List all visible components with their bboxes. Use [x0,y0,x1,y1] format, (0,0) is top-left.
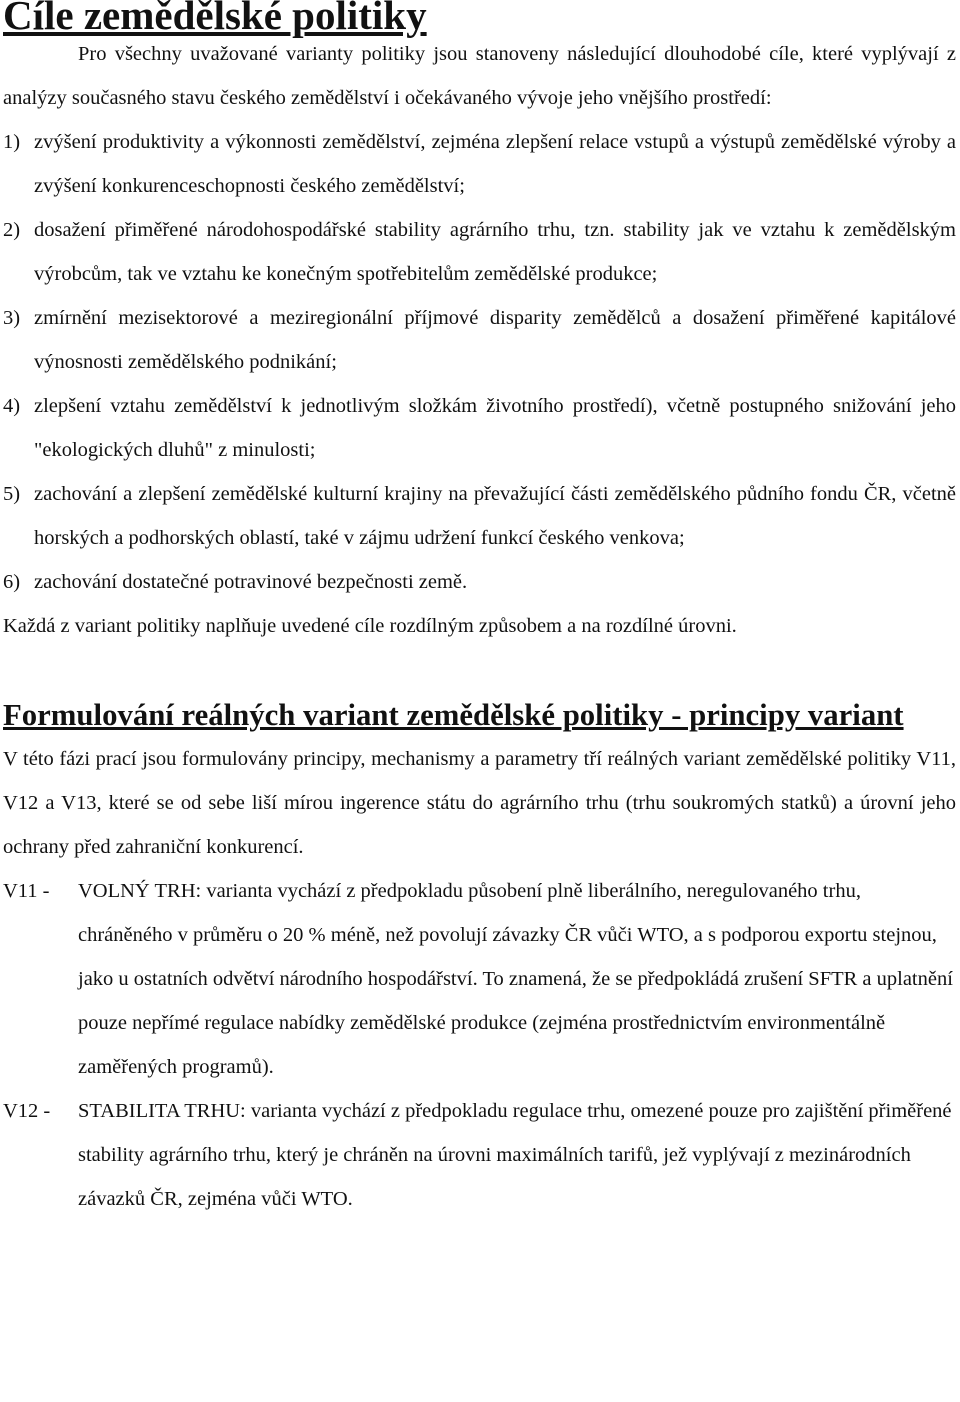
goal-text: zmírnění mezisektorové a meziregionální příjmové disparity zemědělců a dosažení přiměřené kapitálové výnosnosti zemědělského podnikání; [34,307,956,373]
goal-number: 1) [3,131,21,153]
goal-item [3,384,956,472]
goal-number: 5) [3,483,21,505]
section-heading-goals: Cíle zemědělské politiky [3,0,427,38]
goals-closing-paragraph: Každá z variant politiky naplňuje uvedené cíle rozdílným způsobem a na rozdílné úrovni. [3,615,737,637]
variant-text: VOLNÝ TRH: varianta vychází z předpokladu působení plně liberálního, neregulovaného trhu, chráněného v průměru o 20 % méně, než povolují závazky ČR vůči WTO, a s podporou exportu stejnou, jako u ostatních odvětví národního hospodářství. To znamená, že se předpokládá zrušení SFTR a uplatnění pouze nepřímé regulace nabídky zemědělské produkce (zejména prostřednictvím environmentálně zaměřených programů). [78,880,953,1078]
goal-item [3,472,956,560]
variant-code: V12 - [3,1100,51,1122]
section-spacer [3,648,956,693]
goal-item [3,560,956,604]
section-heading-variants: Formulování reálných variant zemědělské politiky - principy variant [3,698,904,732]
goal-item [3,208,956,296]
goal-number: 4) [3,395,21,417]
goal-number: 2) [3,219,21,241]
variants-intro-paragraph: V této fázi prací jsou formulovány principy, mechanismy a parametry tří reálných variant zemědělské politiky V11, V12 a V13, které se od sebe liší mírou ingerence státu do agrárního trhu (trhu soukromých statků) a úrovní jeho ochrany před zahraniční konkurencí. [3,748,956,858]
goal-item [3,296,956,384]
goal-item [3,120,956,208]
goal-text: zlepšení vztahu zemědělství k jednotlivým složkám životního prostředí), včetně postupného snižování jeho "ekologických dluhů" z minulosti; [34,395,956,461]
variant-item [3,1089,956,1221]
goal-text: zvýšení produktivity a výkonnosti zemědělství, zejména zlepšení relace vstupů a výstupů zemědělské výroby a zvýšení konkurenceschopnosti českého zemědělství; [34,131,956,197]
variant-item [3,869,956,1089]
goal-text: dosažení přiměřené národohospodářské stability agrárního trhu, tzn. stability jak ve vztahu k zemědělským výrobcům, tak ve vztahu ke konečným spotřebitelům zemědělské produkce; [34,219,956,285]
goal-text: zachování dostatečné potravinové bezpečnosti země. [34,571,468,593]
variant-code: V11 - [3,880,50,902]
variant-text: STABILITA TRHU: varianta vychází z předpokladu regulace trhu, omezené pouze pro zajištění přiměřené stability agrárního trhu, který je chráněn na úrovni maximálních tarifů, jež vyplývají z mezinárodních závazků ČR, zejména vůči WTO. [78,1100,952,1210]
goal-number: 3) [3,307,21,329]
goals-intro-paragraph: Pro všechny uvažované varianty politiky jsou stanoveny následující dlouhodobé cíle, které vyplývají z analýzy současného stavu českého zemědělství i očekávaného vývoje jeho vnějšího prostředí: [3,43,956,109]
goal-text: zachování a zlepšení zemědělské kulturní krajiny na převažující části zemědělského půdního fondu ČR, včetně horských a podhorských oblastí, také v zájmu udržení funkcí českého venkova; [34,483,956,549]
goal-number: 6) [3,571,21,593]
